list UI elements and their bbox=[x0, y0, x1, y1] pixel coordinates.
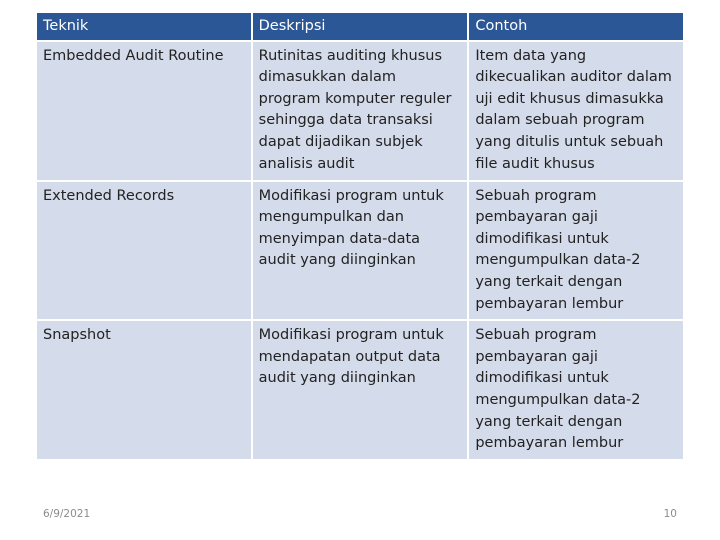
table-body bbox=[37, 42, 683, 459]
cell-deskripsi: Rutinitas auditing khusus dimasukkan dalam program komputer reguler sehingga data transaksi dapat dijadikan subjek analisis audit bbox=[253, 42, 468, 180]
cell-contoh: Sebuah program pembayaran gaji dimodifikasi untuk mengumpulkan data-2 yang terkait dengan pembayaran lembur bbox=[469, 321, 683, 459]
cell-contoh: Sebuah program pembayaran gaji dimodifikasi untuk mengumpulkan data-2 yang terkait dengan pembayaran lembur bbox=[469, 182, 683, 320]
audit-techniques-table bbox=[35, 11, 685, 461]
cell-deskripsi: Modifikasi program untuk mendapatan output data audit yang diinginkan bbox=[253, 321, 468, 459]
header-teknik: Teknik bbox=[37, 13, 251, 40]
cell-teknik: Snapshot bbox=[37, 321, 251, 459]
table-header bbox=[37, 13, 683, 40]
footer-date: 6/9/2021 bbox=[43, 508, 91, 520]
cell-contoh: Item data yang dikecualikan auditor dalam uji edit khusus dimasukka dalam sebuah program yang ditulis untuk sebuah file audit khusus bbox=[469, 42, 683, 180]
table-header-row bbox=[37, 13, 683, 40]
header-deskripsi: Deskripsi bbox=[253, 13, 468, 40]
page-number: 10 bbox=[663, 508, 677, 520]
table-row bbox=[37, 182, 683, 320]
cell-teknik: Extended Records bbox=[37, 182, 251, 320]
table-row bbox=[37, 321, 683, 459]
cell-teknik: Embedded Audit Routine bbox=[37, 42, 251, 180]
header-contoh: Contoh bbox=[469, 13, 683, 40]
table-row bbox=[37, 42, 683, 180]
cell-deskripsi: Modifikasi program untuk mengumpulkan dan menyimpan data-data audit yang diinginkan bbox=[253, 182, 468, 320]
